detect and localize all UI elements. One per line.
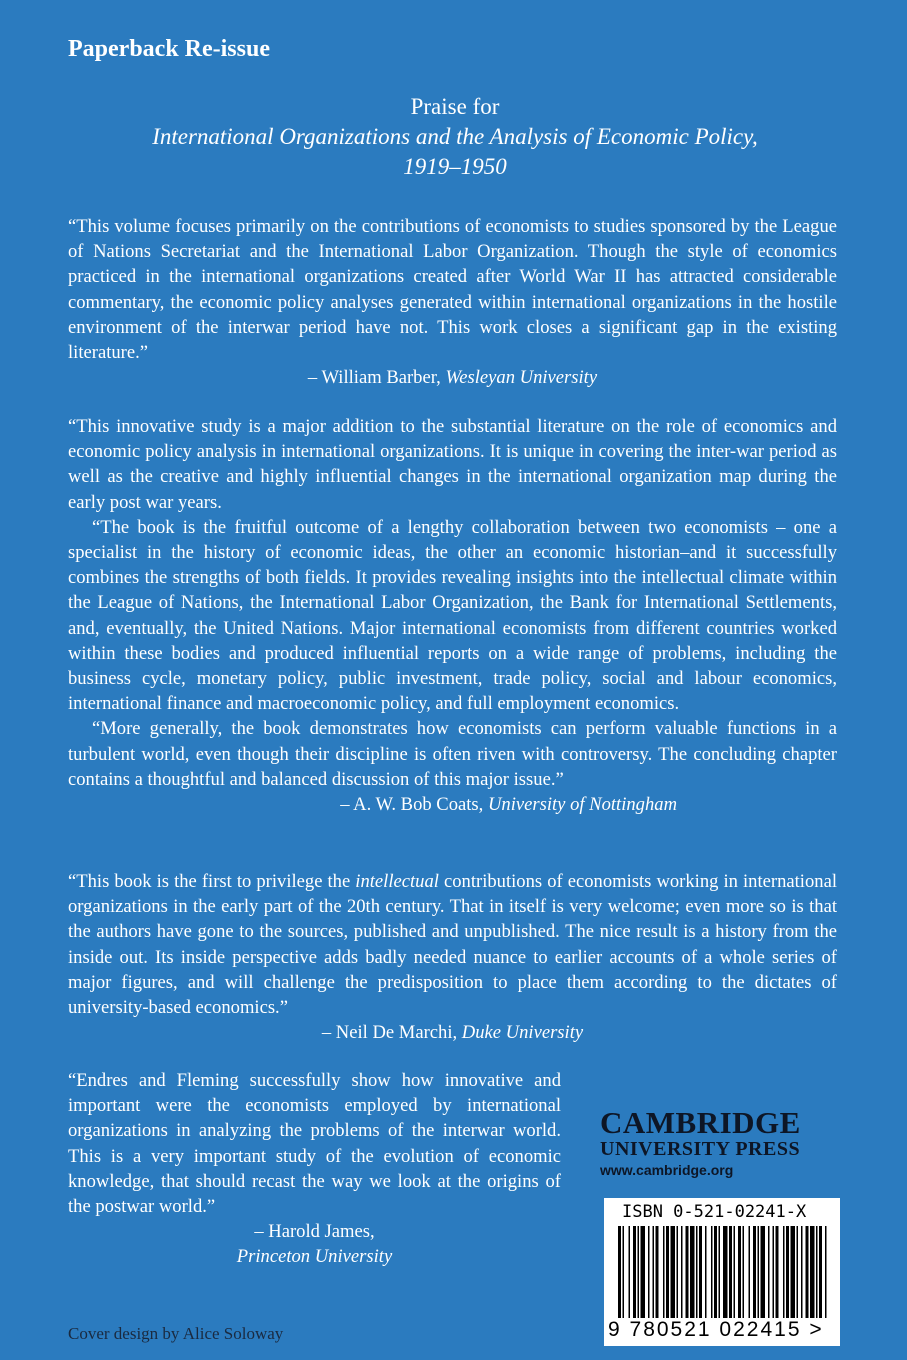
barcode-graphic (616, 1226, 830, 1318)
praise-for-label: Praise for (410, 94, 500, 119)
barcode-bar (641, 1226, 646, 1318)
barcode-bar (714, 1226, 717, 1318)
barcode-bar (776, 1226, 779, 1318)
quote-de-marchi (68, 869, 837, 1045)
isbn-label: ISBN 0-521-02241-X (622, 1202, 807, 1222)
publisher-url: www.cambridge.org (600, 1162, 734, 1178)
barcode-bar (723, 1226, 728, 1318)
praise-heading (60, 92, 850, 182)
barcode-bar (738, 1226, 741, 1318)
quote-attribution (316, 792, 677, 817)
barcode-bar (801, 1226, 803, 1318)
barcode-bar (806, 1226, 809, 1318)
quote-text-italic: intellectual (355, 871, 439, 892)
quote-barber (68, 214, 837, 390)
quote-paragraph: “Endres and Fleming successfully show how innovative and important were the economists employed by international organizations in analyzing the problems of the interwar world. This is a very important study of the evolution of economic knowledge, that should recast the way we look at the origins of the postwar world.” (68, 1070, 561, 1218)
barcode-bar (681, 1226, 683, 1318)
barcode-bar (633, 1226, 636, 1318)
quote-text-part: contributions of economists working in international organizations in the early part of the 20th century. That in itself is very welcome; even more so is that the authors have gone to the sources, published and unpublished. The nice result is a history from the inside out. Its inside perspective adds badly needed nuance to earlier accounts of a whole series of major figures, and will challenge the predisposition to place them according to the dictates of university-based economics.” (68, 871, 837, 1019)
barcode-bar (816, 1226, 818, 1318)
quote-james (68, 1068, 561, 1270)
publisher-name: CAMBRIDGE (600, 1105, 801, 1140)
barcode-bar (761, 1226, 766, 1318)
book-title-line1: International Organizations and the Analysis of Economic Policy, (152, 124, 758, 149)
barcode-bar (711, 1226, 713, 1318)
barcode-bar (677, 1226, 679, 1318)
quote-affiliation: Princeton University (236, 1246, 393, 1268)
publisher-subname: UNIVERSITY PRESS (600, 1138, 801, 1160)
quote-paragraph-last (68, 716, 837, 816)
barcode-bar (648, 1226, 650, 1318)
barcode-digits: 9 780521 022415 > (608, 1318, 824, 1341)
quote-author: – A. W. Bob Coats, (340, 794, 484, 816)
barcode-bar (656, 1226, 659, 1318)
quote-affiliation: Wesleyan University (445, 367, 598, 389)
barcode-bar (696, 1226, 698, 1318)
barcode-bar (773, 1226, 775, 1318)
barcode-bar (734, 1226, 736, 1318)
barcode-bar (690, 1226, 695, 1318)
isbn-barcode-box (604, 1198, 840, 1346)
quote-paragraph (68, 869, 837, 1020)
barcode-bar (753, 1226, 756, 1318)
barcode-bar (729, 1226, 732, 1318)
barcode-bar (653, 1226, 655, 1318)
barcode-bar (686, 1226, 689, 1318)
book-title-line2: 1919–1950 (403, 154, 507, 179)
barcode-bar (758, 1226, 760, 1318)
quote-paragraph: “This innovative study is a major addition to the substantial literature on the role of economics and economic policy analysis in international organizations. It is unique in covering the inter-war period as well as the creative and highly influential changes in the international organization map during the early post war years. (68, 416, 837, 513)
barcode-bar (629, 1226, 631, 1318)
barcode-bar (719, 1226, 721, 1318)
reissue-label: Paperback Re-issue (68, 36, 270, 62)
barcode-bar (783, 1226, 785, 1318)
barcode-bar (638, 1226, 640, 1318)
barcode-bar (825, 1226, 827, 1318)
barcode-bar (791, 1226, 796, 1318)
cover-design-credit: Cover design by Alice Soloway (68, 1324, 284, 1343)
barcode-bar (671, 1226, 676, 1318)
barcode-bar (749, 1226, 751, 1318)
quote-affiliation: Duke University (461, 1022, 584, 1044)
quote-paragraph: “This volume focuses primarily on the contributions of economists to studies sponsored by the League of Nations Secretariat and the International Labor Organization. Though the style of economics practiced in the international organizations created after World War II has attracted considerable commentary, the economic policy analyses generated within international organizations in the hostile environment of the interwar period have not. This work closes a significant gap in the existing literature.” (68, 216, 837, 364)
barcode-bar (663, 1226, 665, 1318)
quote-author: – Harold James, (254, 1221, 375, 1243)
quote-coats (68, 414, 837, 817)
barcode-bar (797, 1226, 799, 1318)
quote-paragraph-text: “More generally, the book demonstrates how economists can perform valuable functions in a turbulent world, even though their discipline is often riven with controversy. The concluding chapter contains a thoughtful and balanced discussion of this major issue.” (68, 718, 837, 790)
quote-paragraph: “The book is the fruitful outcome of a lengthy collaboration between two economists – one a specialist in the history of economic ideas, the other an economic historian–and it successfully combines the strengths of both fields. It provides revealing insights into the intellectual climate within the League of Nations, the International Labor Organization, the Bank for International Settlements, and, eventually, the United Nations. Major international economists from different countries worked within these bodies and produced influential reports on a wide range of problems, including the business cycle, monetary policy, public investment, trade policy, social and labour economics, international finance and macroeconomic policy, and full employment economics. (68, 516, 837, 715)
barcode-bar (618, 1226, 621, 1318)
barcode-bar (786, 1226, 789, 1318)
quote-attribution (68, 1020, 837, 1045)
quote-affiliation: University of Nottingham (487, 794, 677, 816)
barcode-bar (699, 1226, 702, 1318)
quote-author: – Neil De Marchi, (321, 1022, 458, 1044)
barcode-bar (743, 1226, 745, 1318)
barcode-bar (768, 1226, 770, 1318)
barcode-bar (819, 1226, 822, 1318)
barcode-bar (623, 1226, 625, 1318)
quote-attribution (68, 365, 837, 390)
publisher-logo (600, 1105, 840, 1180)
quote-text-part: “This book is the first to privilege the (68, 871, 356, 892)
barcode-bar (666, 1226, 669, 1318)
barcode-bar (810, 1226, 815, 1318)
barcode-bar (705, 1226, 707, 1318)
quote-author: – William Barber, (307, 367, 441, 389)
